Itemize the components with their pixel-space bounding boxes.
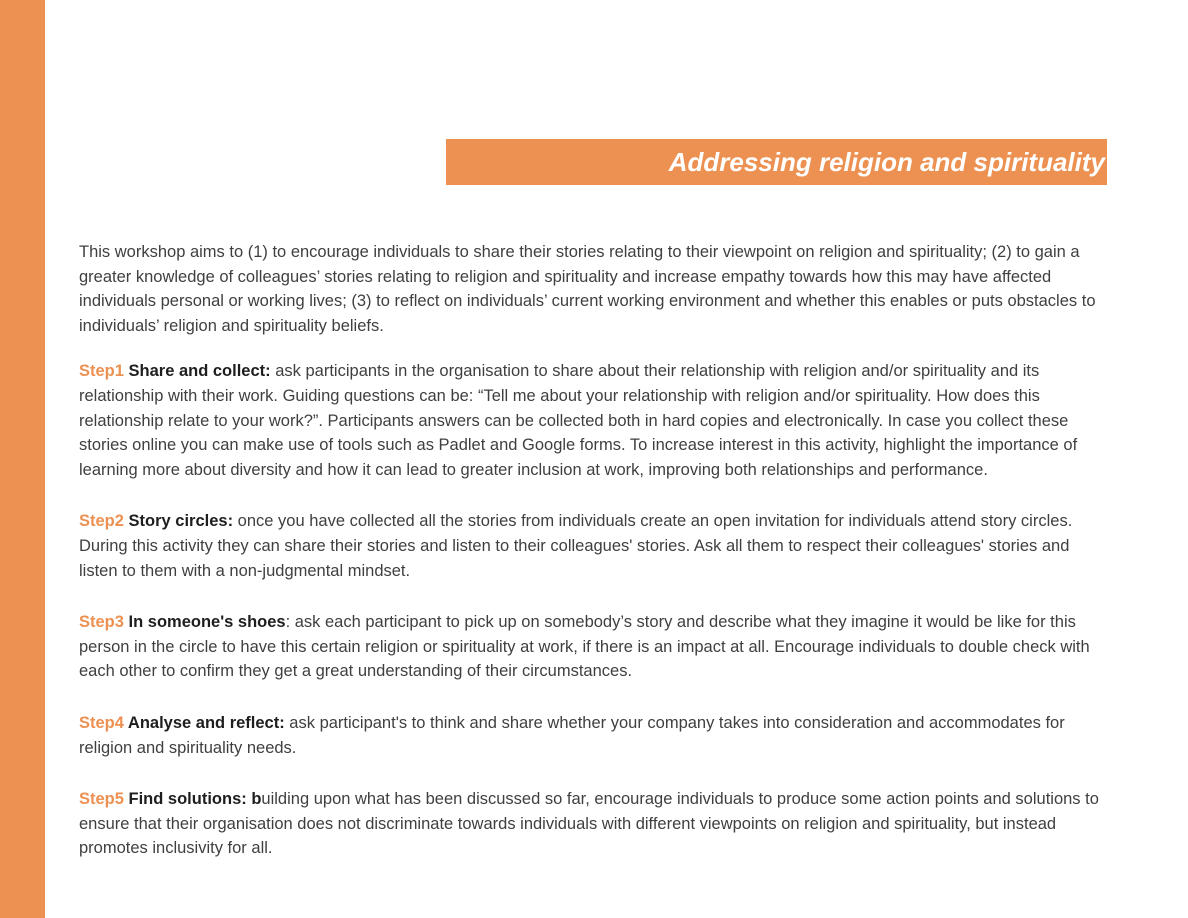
step-body-text: : ask each participant to pick up on somebody’s story and describe what they imagine it would be like for this person in the circle to have this certain religion or spirituality at work, if there is an impact at all. Encourage individuals to double check with each other to confirm they get a great understanding of their circumstances. — [79, 613, 1090, 681]
page-title: Addressing religion and spirituality — [668, 147, 1105, 177]
step-paragraph-5 — [79, 787, 1108, 861]
left-accent-bar — [0, 0, 45, 918]
step-label: Step5 — [79, 790, 124, 809]
workshop-description — [79, 240, 1108, 888]
step-label: Step2 — [79, 512, 124, 531]
step-paragraph-4 — [79, 711, 1108, 760]
step-paragraph-2 — [79, 509, 1108, 583]
step-heading: Story circles: — [123, 512, 234, 531]
step-paragraph-1 — [79, 359, 1108, 482]
page-title-banner — [446, 139, 1107, 185]
step-heading: Find solutions: b — [123, 790, 262, 809]
step-label: Step4 — [79, 713, 124, 732]
step-heading: Share and collect: — [123, 362, 271, 381]
step-body-text: ask participant's to think and share whether your company takes into consideration and accommodates for religion and spirituality needs. — [79, 713, 1065, 757]
step-label: Step1 — [79, 362, 124, 381]
step-body-text: once you have collected all the stories from individuals create an open invitation for individuals attend story circles. During this activity they can share their stories and listen to their colleagues' stories. Ask all them to respect their colleagues' stories and listen to them with a non-judgmental mindset. — [79, 512, 1073, 580]
step-heading: Analyse and reflect: — [123, 713, 285, 732]
step-paragraph-3 — [79, 610, 1108, 684]
step-label: Step3 — [79, 613, 124, 632]
step-heading: In someone's shoes — [123, 613, 286, 632]
step-body-text: uilding upon what has been discussed so far, encourage individuals to produce some action points and solutions to ensure that their organisation does not discriminate towards individuals with different viewpoints on religion and spirituality, but instead promotes inclusivity for all. — [79, 790, 1099, 858]
intro-paragraph: This workshop aims to (1) to encourage individuals to share their stories relating to their viewpoint on religion and spirituality; (2) to gain a greater knowledge of colleagues’ stories relating to religion and spirituality and increase empathy towards how this may have affected individuals personal or working lives; (3) to reflect on individuals’ current working environment and whether this enables or puts obstacles to individuals’ religion and spirituality beliefs. — [79, 243, 1096, 335]
step-body-text: ask participants in the organisation to share about their relationship with religion and/or spirituality and its relationship with their work. Guiding questions can be: “Tell me about your relationship with religion and/or spirituality. How does this relationship relate to your work?”. Participants answers can be collected both in hard copies and electronically. In case you collect these stories online you can make use of tools such as Padlet and Google forms. To increase interest in this activity, highlight the importance of learning more about diversity and how it can lead to greater inclusion at work, improving both relationships and performance. — [79, 362, 1078, 479]
